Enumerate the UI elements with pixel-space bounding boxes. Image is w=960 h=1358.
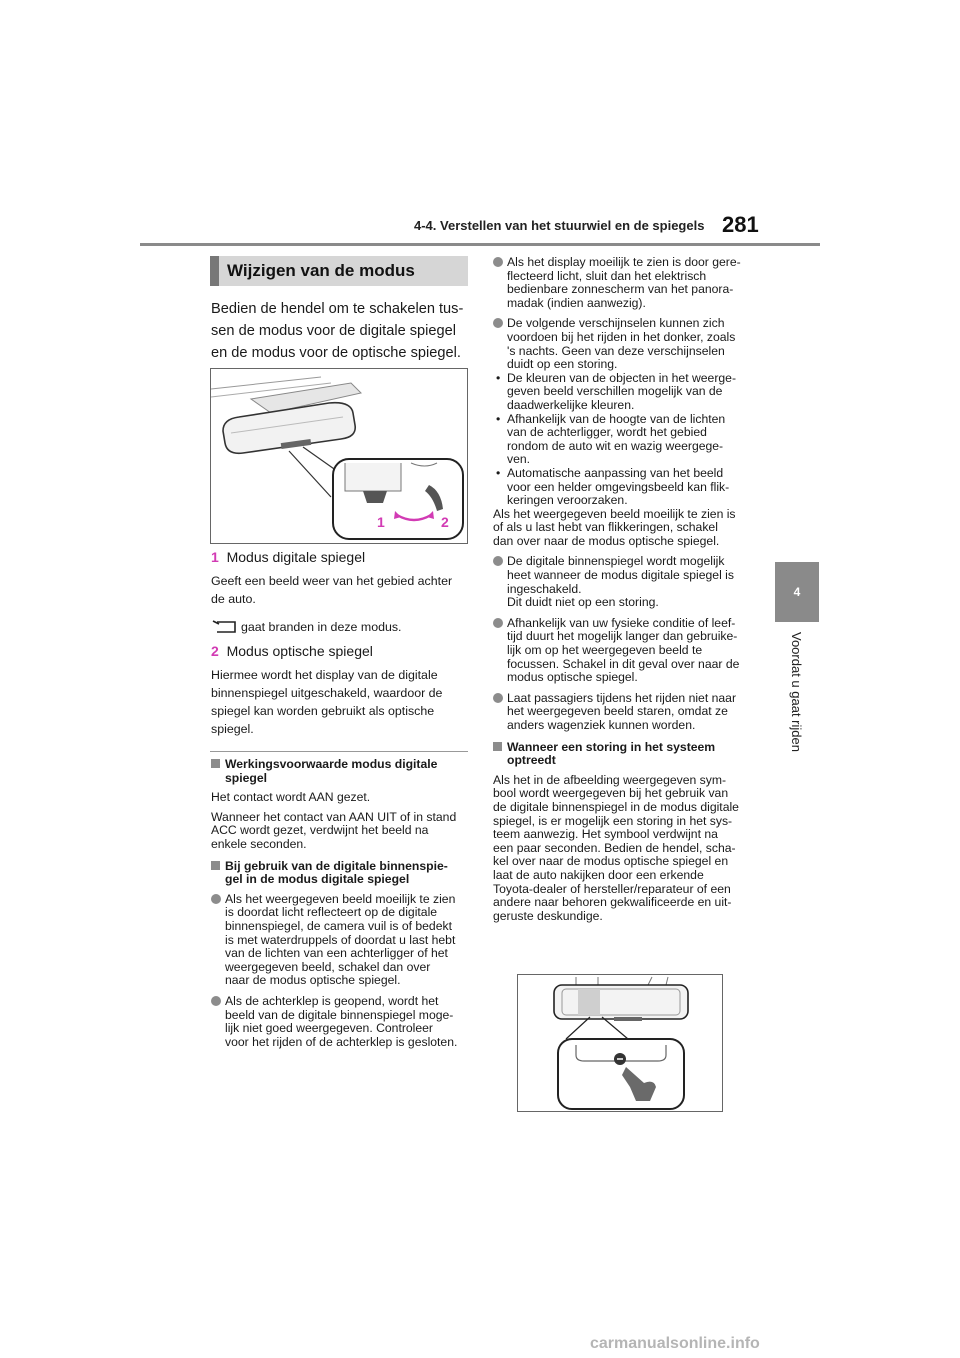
chapter-tab bbox=[775, 562, 819, 622]
mirror-lever-illustration bbox=[210, 368, 468, 544]
text-line: Toyota-dealer of hersteller/reparateur of een bbox=[493, 881, 731, 896]
text-line: Dit duidt niet op een storing. bbox=[507, 595, 659, 610]
text-line: kel over naar de modus optische spiegel en bbox=[493, 854, 729, 869]
square-bullet-icon bbox=[211, 759, 220, 768]
round-bullet-icon bbox=[211, 894, 221, 904]
bullet-item bbox=[493, 317, 763, 371]
round-bullet-icon bbox=[493, 556, 503, 566]
text-line: Als het weergegeven beeld moeilijk te zien bbox=[225, 891, 456, 906]
text-line: enkele seconden. bbox=[211, 836, 307, 851]
text-line: Als het weergegeven beeld moeilijk te zien is bbox=[493, 506, 736, 521]
note-heading-malfunction bbox=[493, 741, 763, 768]
section-title bbox=[210, 256, 468, 286]
heading-line: Werkingsvoorwaarde modus digitale bbox=[225, 757, 438, 771]
text-line: is met waterdruppels of doordat u last hebt bbox=[225, 932, 456, 947]
text-line: het weergegeven beeld staren, omdat ze bbox=[507, 704, 728, 719]
left-notes bbox=[211, 758, 473, 1049]
heading-line: spiegel bbox=[225, 770, 267, 785]
chapter-number: 4 bbox=[793, 585, 801, 599]
text-line: ACC wordt gezet, verdwijnt het beeld na bbox=[211, 823, 429, 838]
note-paragraph bbox=[493, 508, 763, 549]
right-notes bbox=[493, 256, 763, 923]
figure-label-2: 2 bbox=[441, 514, 449, 530]
text-line: madak (indien aanwezig). bbox=[507, 295, 646, 310]
heading-line: Bij gebruik van de digitale binnenspie- bbox=[225, 858, 448, 873]
note-paragraph bbox=[211, 811, 473, 852]
round-bullet-icon bbox=[211, 996, 221, 1006]
text-line: De volgende verschijnselen kunnen zich bbox=[507, 316, 725, 331]
section-title-text: Wijzigen van de modus bbox=[227, 261, 415, 280]
digital-mirror-indicator-icon bbox=[211, 619, 237, 635]
bullet-item bbox=[211, 893, 473, 988]
bullet-item bbox=[211, 995, 473, 1049]
intro-line: Bedien de hendel om te schakelen tus- bbox=[211, 301, 464, 317]
text-line: andere naar behoren gekwalificeerde en uit- bbox=[493, 895, 732, 910]
mode1-desc-line: Geeft een beeld weer van het gebied achter bbox=[211, 574, 453, 588]
text-line: bool wordt weergegeven bij het gebruik van bbox=[493, 786, 729, 801]
note-heading-digital-use bbox=[211, 860, 473, 887]
bullet-item bbox=[493, 692, 763, 733]
text-line: Als de achterklep is geopend, wordt het bbox=[225, 993, 439, 1008]
text-line: Wanneer het contact van AAN UIT of in stand bbox=[211, 809, 457, 824]
text-line: Laat passagiers tijdens het rijden niet naar bbox=[507, 690, 736, 705]
text-line: focussen. Schakel in dit geval over naar de bbox=[507, 656, 740, 671]
text-line: Afhankelijk van uw fysieke conditie of leef- bbox=[507, 615, 736, 630]
text-line: beeld van de digitale binnenspiegel moge- bbox=[225, 1007, 454, 1022]
dash-item bbox=[493, 372, 763, 413]
header-rule bbox=[140, 243, 820, 246]
malfunction-symbol-drawing bbox=[518, 975, 723, 1112]
chapter-label: Voordat u gaat rijden bbox=[789, 632, 804, 752]
text-line: ingeschakeld. bbox=[507, 581, 582, 596]
mode1-heading bbox=[211, 548, 473, 566]
text-line: De digitale binnenspiegel wordt mogelijk bbox=[507, 554, 725, 569]
mode1-title: Modus digitale spiegel bbox=[226, 549, 366, 565]
intro-paragraph bbox=[211, 298, 471, 364]
figure-label-1: 1 bbox=[377, 514, 385, 530]
text-line: is doordat licht reflecteert op de digitale bbox=[225, 905, 438, 920]
mode1-number: 1 bbox=[211, 549, 219, 565]
text-line: 's nachts. Geen van deze verschijnselen bbox=[507, 343, 725, 358]
text-line: duidt op een storing. bbox=[507, 357, 618, 372]
round-bullet-icon bbox=[493, 257, 503, 267]
note-paragraph: Het contact wordt AAN gezet. bbox=[211, 790, 371, 805]
mode2-number: 2 bbox=[211, 643, 219, 659]
text-line: rondom de auto wit en wazig weergege- bbox=[507, 438, 724, 453]
text-line: of als u last hebt van flikkeringen, schakel bbox=[493, 520, 718, 535]
text-line: spiegel, is er mogelijk een storing in het sys- bbox=[493, 813, 733, 828]
mode1-indicator-text: gaat branden in deze modus. bbox=[241, 620, 402, 634]
round-bullet-icon bbox=[493, 318, 503, 328]
text-line: De kleuren van de objecten in het weerge- bbox=[507, 370, 736, 385]
text-line: daadwerkelijke kleuren. bbox=[507, 397, 635, 412]
mode2-title: Modus optische spiegel bbox=[226, 643, 373, 659]
text-line: Als het in de afbeelding weergegeven sym- bbox=[493, 772, 727, 787]
text-line: modus optische spiegel. bbox=[507, 670, 638, 685]
text-line: geven beeld verschillen mogelijk van de bbox=[507, 384, 723, 399]
dash-bullet-icon: • bbox=[496, 411, 501, 426]
heading-line: Wanneer een storing in het systeem bbox=[507, 739, 716, 754]
text-line: weergegeven beeld, schakel dan over bbox=[225, 959, 431, 974]
text-line: lijk om op het weergegeven beeld te bbox=[507, 643, 703, 658]
text-line: tijd duurt het mogelijk langer dan gebruike- bbox=[507, 629, 738, 644]
text-line: flecteerd licht, sluit dan het elektrisch bbox=[507, 268, 707, 283]
mode1-block bbox=[211, 548, 473, 636]
mode1-indicator-line bbox=[211, 618, 473, 636]
round-bullet-icon bbox=[493, 693, 503, 703]
text-line: heet wanneer de modus digitale spiegel is bbox=[507, 568, 734, 583]
text-line: een paar seconden. Bedien de hendel, scha- bbox=[493, 840, 736, 855]
text-line: voor een helder omgevingsbeeld kan flik- bbox=[507, 479, 730, 494]
text-line: teem aanwezig. Het symbool verdwijnt na bbox=[493, 827, 718, 842]
note-paragraph bbox=[493, 774, 763, 924]
round-bullet-icon bbox=[493, 618, 503, 628]
square-bullet-icon bbox=[493, 742, 502, 751]
text-line: Als het display moeilijk te zien is door gere- bbox=[507, 255, 741, 269]
mode2-desc-line: binnenspiegel uitgeschakeld, waardoor de bbox=[211, 686, 443, 700]
bullet-item bbox=[493, 555, 763, 609]
text-line: ven. bbox=[507, 452, 531, 467]
text-line: geruste deskundige. bbox=[493, 908, 603, 923]
square-bullet-icon bbox=[211, 861, 220, 870]
text-line: naar de modus optische spiegel. bbox=[225, 973, 401, 988]
dash-item bbox=[493, 413, 763, 467]
text-line: keringen veroorzaken. bbox=[507, 493, 628, 508]
mode2-heading bbox=[211, 642, 473, 660]
bullet-item bbox=[493, 617, 763, 685]
mirror-lever-drawing bbox=[211, 369, 468, 544]
text-line: dan over naar de modus optische spiegel. bbox=[493, 533, 720, 548]
text-line: voordoen bij het rijden in het donker, zoals bbox=[507, 329, 736, 344]
dash-item bbox=[493, 467, 763, 508]
malfunction-symbol-illustration bbox=[517, 974, 723, 1112]
heading-line: optreedt bbox=[507, 753, 556, 768]
note-heading-operating-condition bbox=[211, 758, 473, 785]
text-line: Automatische aanpassing van het beeld bbox=[507, 465, 724, 480]
divider bbox=[210, 751, 468, 752]
text-line: binnenspiegel, de camera vuil is of bedekt bbox=[225, 918, 452, 933]
text-line: bedienbare zonnescherm van het panora- bbox=[507, 282, 734, 297]
intro-line: en de modus voor de optische spiegel. bbox=[211, 345, 461, 361]
text-line: van de lichten van een achterligger of het bbox=[225, 946, 448, 961]
text-line: Afhankelijk van de hoogte van de lichten bbox=[507, 411, 726, 426]
page-number: 281 bbox=[722, 212, 759, 237]
dash-bullet-icon: • bbox=[496, 370, 501, 385]
text-line: de digitale binnenspiegel in de modus digitale bbox=[493, 799, 739, 814]
bullet-item bbox=[493, 256, 763, 310]
header-section-title: 4-4. Verstellen van het stuurwiel en de spiegels bbox=[414, 218, 705, 233]
mode1-desc-line: de auto. bbox=[211, 592, 256, 606]
text-line: anders wagenziek kunnen worden. bbox=[507, 718, 696, 732]
text-line: laat de auto nakijken door een erkende bbox=[493, 867, 704, 882]
text-line: lijk niet goed weergegeven. Controleer bbox=[225, 1021, 433, 1036]
text-line: voor het rijden of de achterklep is gesloten. bbox=[225, 1034, 458, 1049]
mode2-desc bbox=[211, 666, 473, 738]
dash-bullet-icon: • bbox=[496, 465, 501, 480]
mode1-desc bbox=[211, 572, 473, 608]
mode2-desc-line: spiegel kan worden gebruikt als optische bbox=[211, 704, 435, 718]
watermark: carmanualsonline.info bbox=[590, 1335, 760, 1352]
mode2-block bbox=[211, 642, 473, 738]
heading-line: gel in de modus digitale spiegel bbox=[225, 872, 410, 887]
mode2-desc-line: spiegel. bbox=[211, 722, 254, 736]
mode2-desc-line: Hiermee wordt het display van de digitale bbox=[211, 668, 438, 682]
intro-line: sen de modus voor de digitale spiegel bbox=[211, 323, 457, 339]
text-line: van de achterligger, wordt het gebied bbox=[507, 425, 707, 440]
